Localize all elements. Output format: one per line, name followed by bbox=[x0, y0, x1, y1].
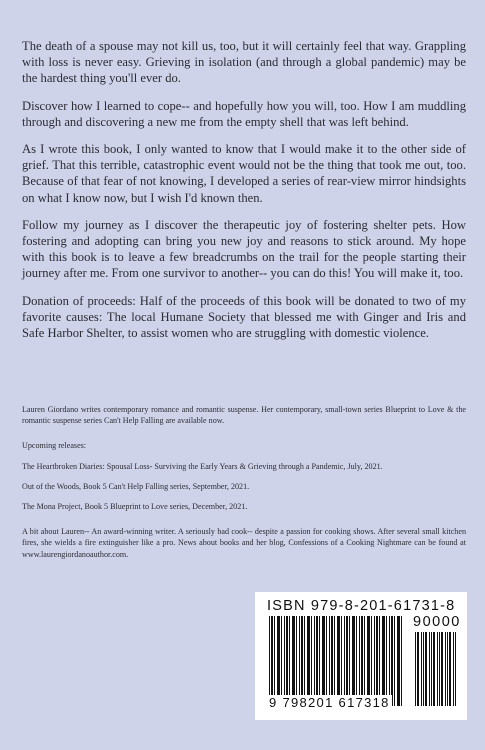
blurb-paragraph-2: Discover how I learned to cope-- and hopefully how you will, too. How I am muddling through and discovering a new me from the empty shell that was left behind. bbox=[22, 98, 466, 129]
release-item: Out of the Woods, Book 5 Can't Help Falling series, September, 2021. bbox=[22, 481, 250, 491]
isbn-barcode bbox=[255, 592, 467, 720]
upcoming-heading: Upcoming releases: bbox=[22, 441, 87, 451]
blurb-paragraph-1: The death of a spouse may not kill us, too, but it will certainly feel that way. Grappling with loss is never easy. Grieving in isolation (and through a global pandemic) may be the hardest thing you'll ever do. bbox=[22, 39, 466, 86]
isbn-label: ISBN 979-8-201-61731-8 bbox=[267, 598, 456, 614]
about-author: A bit about Lauren-- An award-winning writer. A seriously bad cook-- despite a passion for cooking shows. After several small kitchen fires, she wields a fire extinguisher like a pro. News about books and her blog, Confessions of a Cooking Nightmare can be found at www.laurengiordanoauthor.com. bbox=[22, 527, 466, 559]
barcode-bars bbox=[269, 616, 402, 706]
back-cover-blurb bbox=[22, 38, 466, 352]
release-item: The Mona Project, Book 5 Blueprint to Love series, December, 2021. bbox=[22, 502, 248, 512]
author-bio-section bbox=[22, 404, 466, 569]
blurb-paragraph-3: As I wrote this book, I only wanted to know that I would make it to the other side of grief. That this terrible, catastrophic event would not be the thing that took me out, too. Because of that fear of not knowing, I developed a series of rear-view mirror hindsights on what I know now, but I wish I'd known then. bbox=[22, 142, 466, 205]
author-intro: Lauren Giordano writes contemporary romance and romantic suspense. Her contemporary, small-town series Blueprint to Love & the romantic suspense series Can't Help Falling are available now. bbox=[22, 405, 466, 426]
barcode-addon-bars bbox=[415, 632, 457, 706]
barcode-digits: 9 798201 617318 bbox=[269, 695, 390, 710]
release-item: The Heartbroken Diaries: Spousal Loss- Surviving the Early Years & Grieving through a Pandemic, July, 2021. bbox=[22, 461, 383, 471]
barcode-price-code: 90000 bbox=[413, 614, 461, 630]
blurb-paragraph-4: Follow my journey as I discover the therapeutic joy of fostering shelter pets. How fostering and adopting can bring you new joy and reasons to stick around. My hope with this book is to leave a few breadcrumbs on the trail for the people starting their journey after me. From one survivor to another-- you can do this! You will make it, too. bbox=[22, 217, 466, 281]
blurb-paragraph-5: Donation of proceeds: Half of the proceeds of this book will be donated to two of my favorite causes: The local Humane Society that blessed me with Ginger and Iris and Safe Harbor Shelter, to assist women who are struggling with domestic violence. bbox=[22, 293, 466, 341]
